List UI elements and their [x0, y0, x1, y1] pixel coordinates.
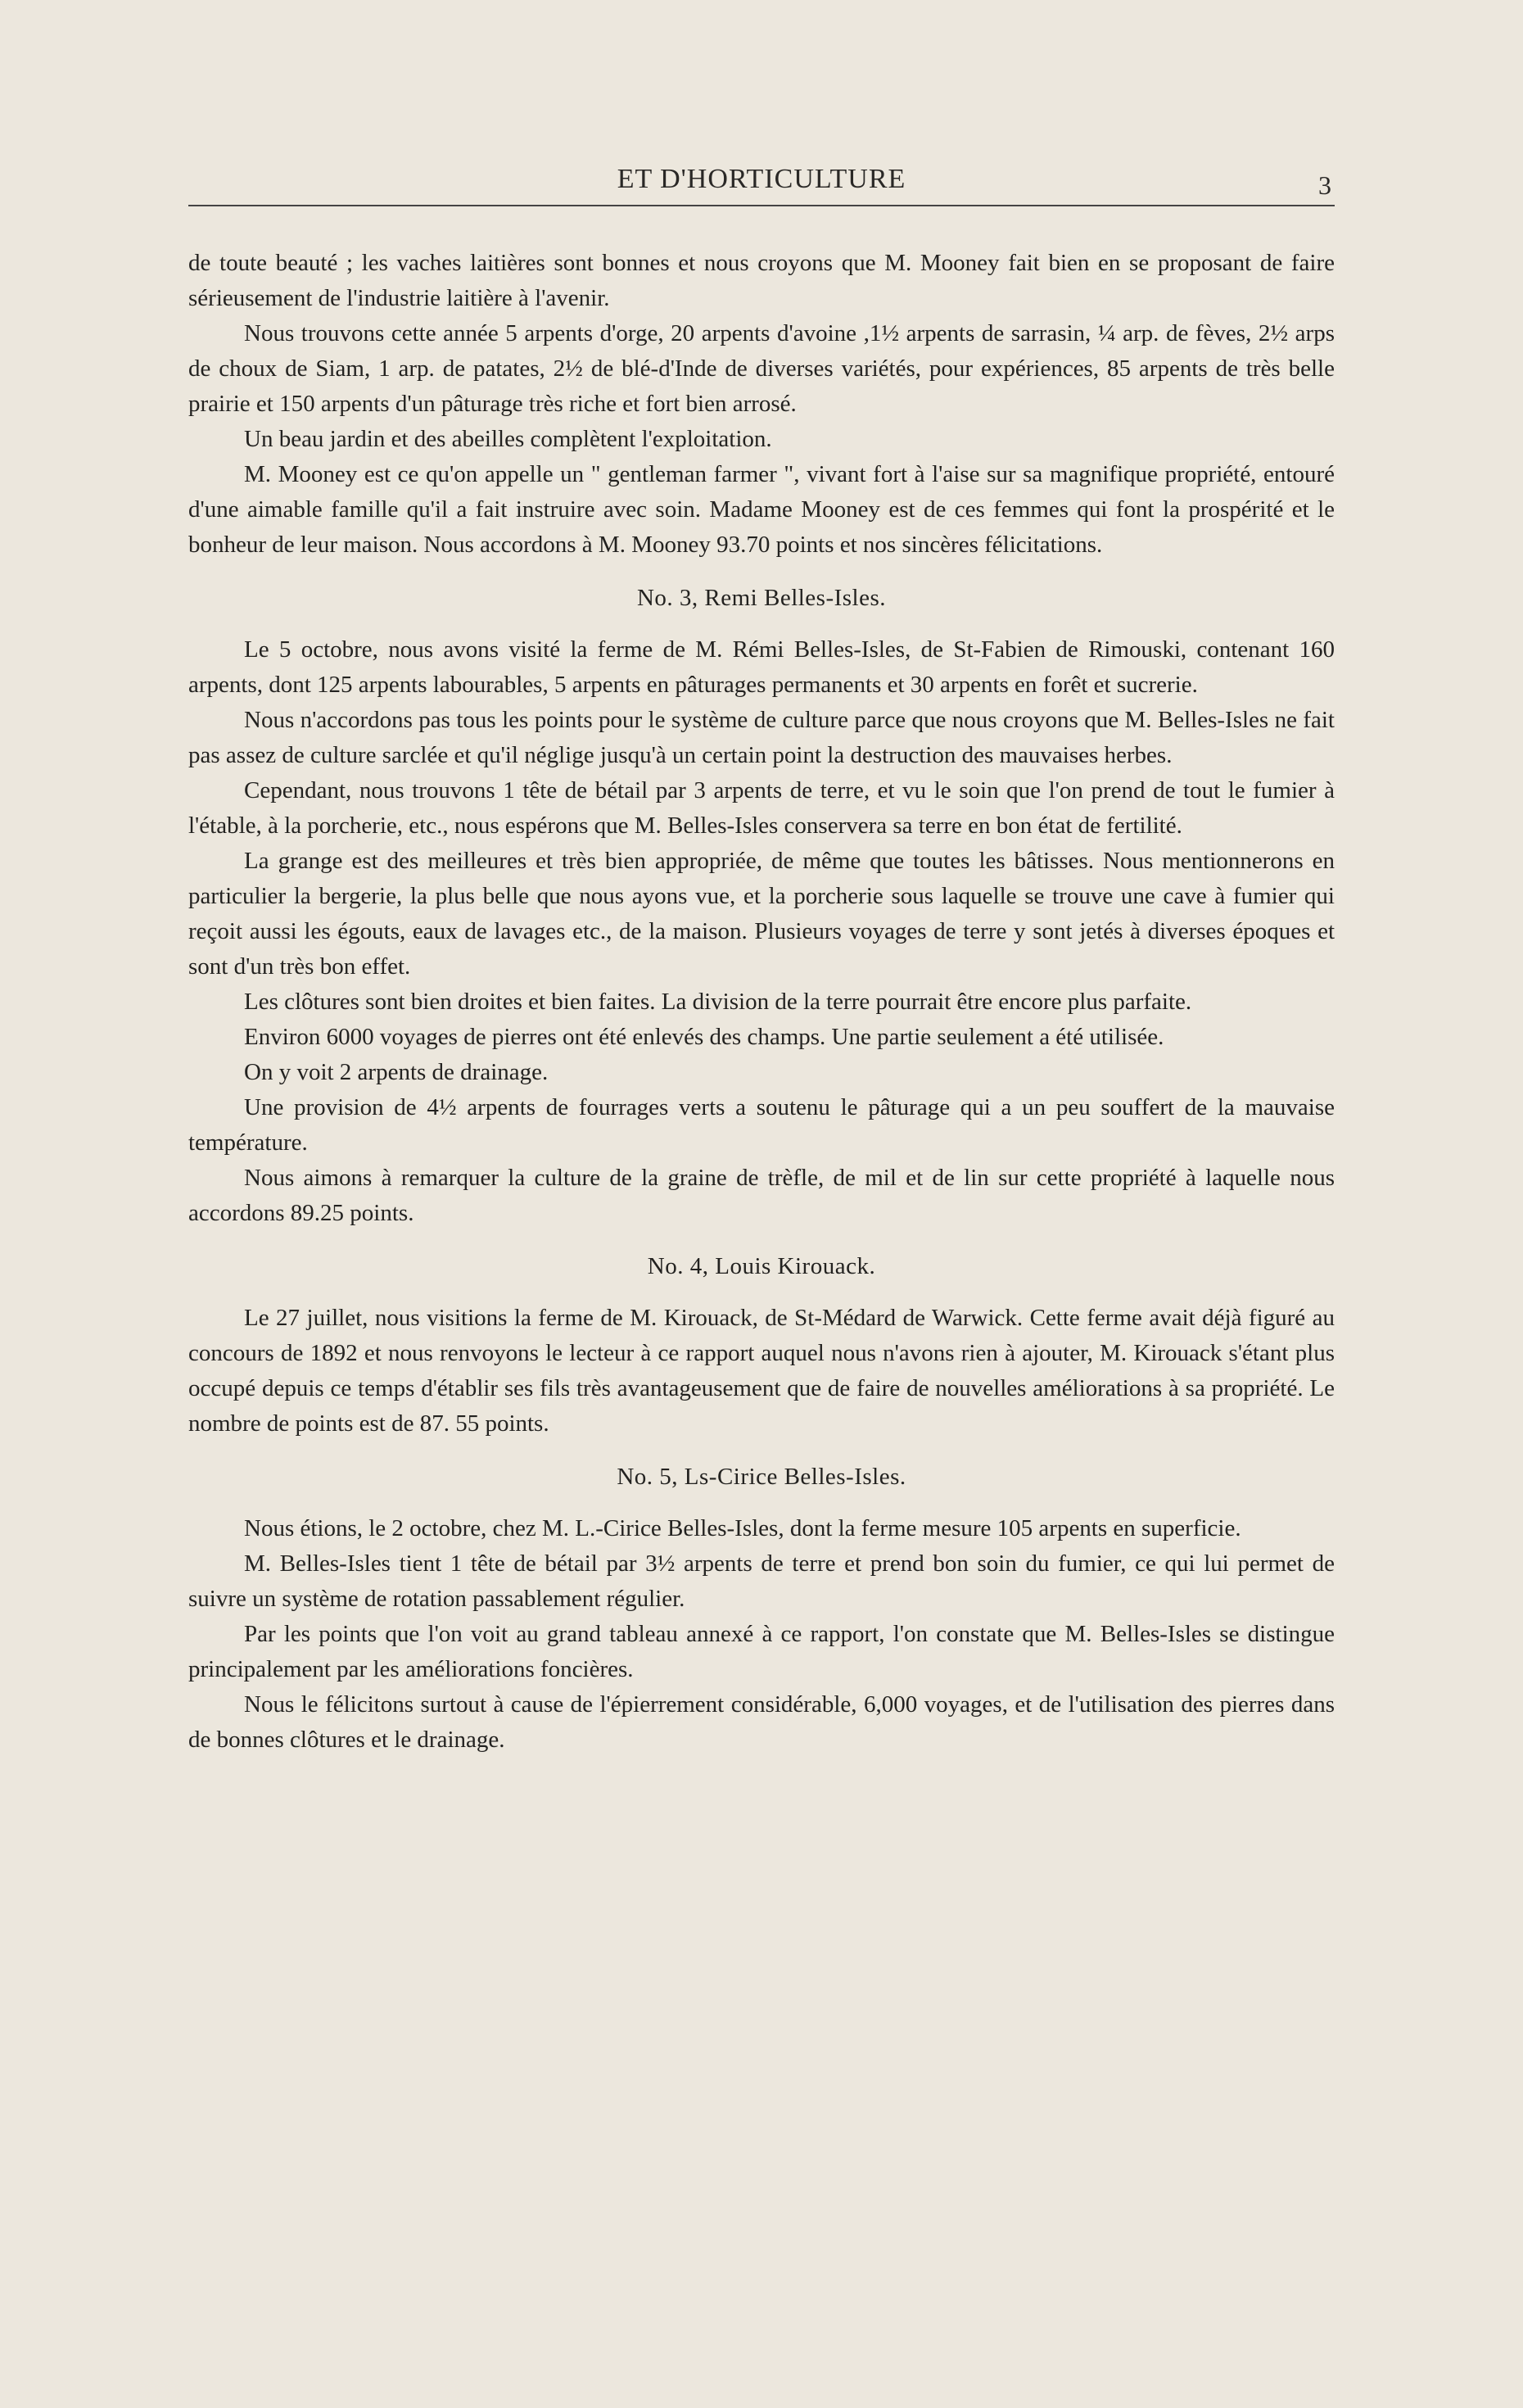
paragraph: Nous n'accordons pas tous les points pour le système de culture parce que nous croyons que M. Belles-Isles ne fait pas assez de culture sarclée et qu'il néglige jusqu'à un certain point la destruction des mauvaises herbes. — [188, 707, 1335, 768]
section-heading: No. 3, Remi Belles-Isles. — [636, 585, 887, 611]
paragraph: Une provision de 4½ arpents de fourrages verts a soutenu le pâturage qui a un peu souffert de la mauvaise température. — [188, 1094, 1335, 1156]
paragraph: On y voit 2 arpents de drainage. — [244, 1059, 549, 1085]
paragraph: M. Belles-Isles tient 1 tête de bétail par 3½ arpents de terre et prend bon soin du fumier, ce qui lui permet de suivre un système de rotation passablement régulier. — [188, 1550, 1335, 1612]
paragraph: M. Mooney est ce qu'on appelle un " gentleman farmer ", vivant fort à l'aise sur sa magnifique propriété, entouré d'une aimable famille qu'il a fait instruire avec soin. Madame Mooney est de ces femmes qui font la prospérité et le bonheur de leur maison. Nous accordons à M. Mooney 93.70 points et nos sincères félicitations. — [188, 461, 1335, 558]
header-rule — [188, 205, 1335, 206]
page-header — [188, 164, 1335, 213]
paragraph: Par les points que l'on voit au grand tableau annexé à ce rapport, l'on constate que M. Belles-Isles se distingue principalement par les améliorations foncières. — [188, 1621, 1335, 1682]
paragraph: de toute beauté ; les vaches laitières sont bonnes et nous croyons que M. Mooney fait bien en se proposant de faire sérieusement de l'industrie laitière à l'avenir. — [188, 250, 1335, 311]
paragraph: Nous étions, le 2 octobre, chez M. L.-Cirice Belles-Isles, dont la ferme mesure 105 arpents en superficie. — [244, 1515, 1241, 1541]
paragraph: Nous aimons à remarquer la culture de la graine de trèfle, de mil et de lin sur cette propriété à laquelle nous accordons 89.25 points. — [188, 1165, 1335, 1226]
paragraph: Nous trouvons cette année 5 arpents d'orge, 20 arpents d'avoine ,1½ arpents de sarrasin, ¼ arp. de fèves, 2½ arps de choux de Siam, 1 arp. de patates, 2½ de blé-d'Inde de diverses variétés, pour expériences, 85 arpents de très belle prairie et 150 arpents d'un pâturage très riche et fort bien arrosé. — [188, 320, 1335, 417]
paragraph: Le 5 octobre, nous avons visité la ferme de M. Rémi Belles-Isles, de St-Fabien de Rimouski, contenant 160 arpents, dont 125 arpents labourables, 5 arpents en pâturages permanents et 30 arpents en forêt et sucrerie. — [188, 636, 1335, 698]
paragraph: Cependant, nous trouvons 1 tête de bétail par 3 arpents de terre, et vu le soin que l'on prend de tout le fumier à l'étable, à la porcherie, etc., nous espérons que M. Belles-Isles conservera sa terre en bon état de fertilité. — [188, 777, 1335, 839]
section-heading: No. 4, Louis Kirouack. — [647, 1253, 876, 1279]
paragraph: La grange est des meilleures et très bien appropriée, de même que toutes les bâtisses. Nous mentionnerons en particulier la bergerie, la plus belle que nous ayons vue, et la porcherie sous laquelle se trouve une cave à fumier qui reçoit aussi les égouts, eaux de lavages etc., de la maison. Plusieurs voyages de terre y sont jetés à diverses époques et sont d'un très bon effet. — [188, 848, 1335, 980]
running-head: ET D'HORTICULTURE — [617, 164, 906, 194]
paragraph: Nous le félicitons surtout à cause de l'épierrement considérable, 6,000 voyages, et de l'utilisation des pierres dans de bonnes clôtures et le drainage. — [188, 1691, 1335, 1753]
paragraph: Environ 6000 voyages de pierres ont été enlevés des champs. Une partie seulement a été utilisée. — [244, 1024, 1164, 1050]
body-text — [188, 246, 1335, 1758]
paragraph: Les clôtures sont bien droites et bien faites. La division de la terre pourrait être encore plus parfaite. — [244, 989, 1192, 1015]
section-heading: No. 5, Ls-Cirice Belles-Isles. — [617, 1464, 906, 1490]
paragraph: Un beau jardin et des abeilles complètent l'exploitation. — [244, 426, 772, 452]
page-number: 3 — [1318, 170, 1331, 200]
paragraph: Le 27 juillet, nous visitions la ferme de M. Kirouack, de St-Médard de Warwick. Cette ferme avait déjà figuré au concours de 1892 et nous renvoyons le lecteur à ce rapport auquel nous n'avons rien à ajouter, M. Kirouack s'étant plus occupé depuis ce temps d'établir ses fils très avantageusement que de faire de nouvelles améliorations à sa propriété. Le nombre de points est de 87. 55 points. — [188, 1305, 1335, 1437]
